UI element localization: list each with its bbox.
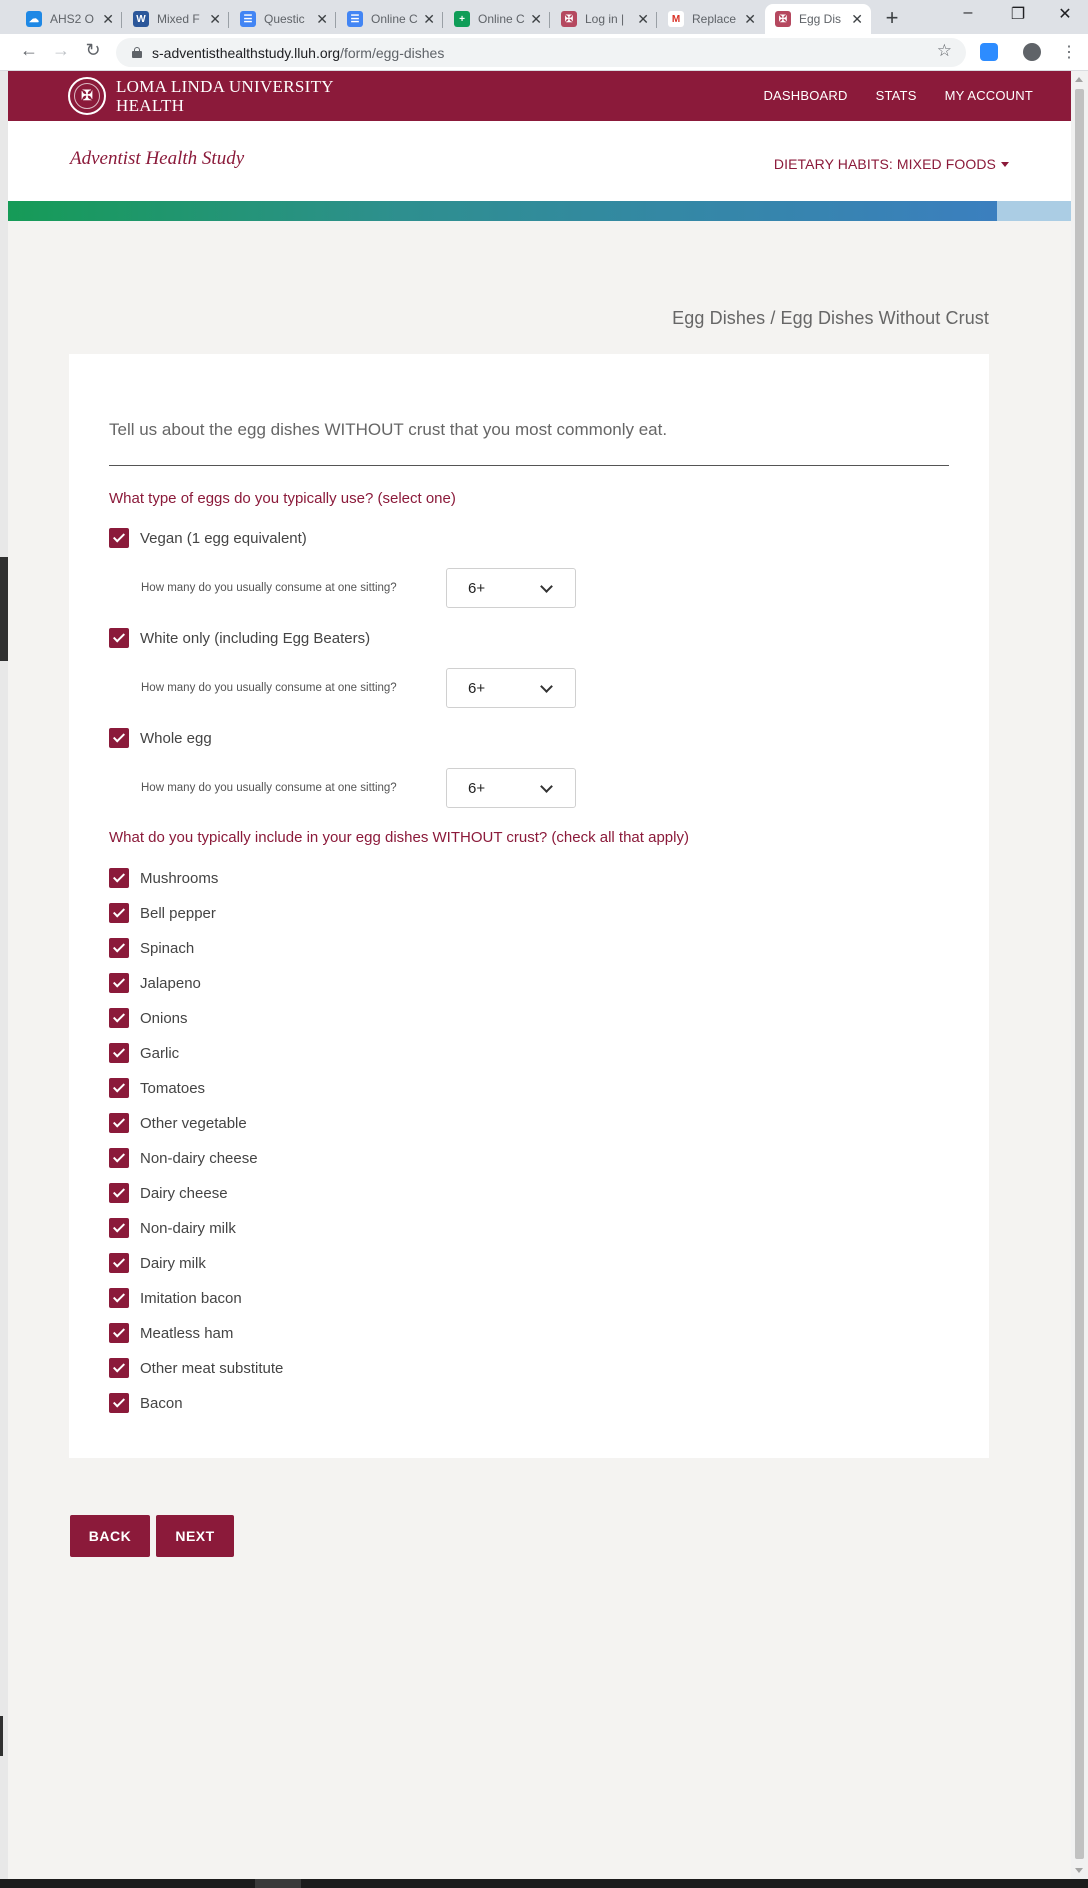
divider: [109, 465, 949, 466]
checkbox-checked-icon[interactable]: [109, 938, 129, 958]
ingredient-option[interactable]: [109, 1393, 183, 1413]
qty-row-white-only: [141, 668, 576, 708]
ingredient-option[interactable]: [109, 1113, 247, 1133]
progress-bar-remaining: [997, 201, 1071, 221]
checkbox-checked-icon[interactable]: [109, 528, 129, 548]
new-tab-button[interactable]: +: [885, 5, 899, 30]
qty-value: 6+: [468, 579, 486, 597]
ingredient-option[interactable]: [109, 1008, 188, 1028]
ingredient-option[interactable]: [109, 1148, 258, 1168]
llu-seal-icon: ✠: [68, 77, 106, 115]
url-path: /form/egg-dishes: [340, 44, 445, 61]
os-taskbar: [0, 1879, 1088, 1888]
browser-tab[interactable]: [551, 4, 657, 34]
llu-logo[interactable]: [68, 77, 356, 115]
bookmark-star-icon[interactable]: ☆: [936, 41, 952, 60]
tab-label: Egg Dis: [799, 12, 842, 26]
close-window-icon[interactable]: ✕: [1058, 6, 1072, 23]
checkbox-label: Garlic: [140, 1044, 180, 1062]
checkbox-label: Whole egg: [140, 729, 212, 747]
checkbox-checked-icon[interactable]: [109, 1253, 129, 1273]
checkbox-checked-icon[interactable]: [109, 1323, 129, 1343]
scrollbar-thumb[interactable]: [1075, 89, 1084, 1859]
reload-icon[interactable]: ↻: [85, 40, 101, 60]
page-scrollbar[interactable]: [1071, 71, 1088, 1879]
checkbox-checked-icon[interactable]: [109, 1008, 129, 1028]
ingredient-option[interactable]: [109, 938, 194, 958]
checkbox-checked-icon[interactable]: [109, 1148, 129, 1168]
browser-tab[interactable]: [765, 4, 871, 34]
qty-label: How many do you usually consume at one sitting?: [141, 682, 397, 694]
tab-close-icon[interactable]: ✕: [637, 10, 649, 27]
checkbox-label: Jalapeno: [140, 974, 201, 992]
ingredient-option[interactable]: [109, 1288, 242, 1308]
checkbox-label: Dairy milk: [140, 1254, 206, 1272]
checkbox-label: Mushrooms: [140, 869, 219, 887]
address-bar[interactable]: [116, 38, 966, 67]
question-egg-type: What type of eggs do you typically use? (select one): [109, 490, 456, 507]
qty-select-white-only[interactable]: [446, 668, 576, 708]
ingredient-option[interactable]: [109, 1078, 205, 1098]
browser-tab-bar: [0, 0, 1088, 34]
checkbox-label: Onions: [140, 1009, 188, 1027]
qty-label: How many do you usually consume at one sitting?: [141, 782, 397, 794]
onedrive-icon: ☁: [26, 11, 42, 27]
breadcrumb: Egg Dishes / Egg Dishes Without Crust: [672, 308, 989, 328]
checkbox-label: Non-dairy milk: [140, 1219, 236, 1237]
checkbox-checked-icon[interactable]: [109, 728, 129, 748]
section-dropdown[interactable]: [774, 156, 1009, 172]
url-host: s-adventisthealthstudy.lluh.org: [152, 44, 341, 61]
llu-icon: ✠: [561, 11, 577, 27]
ingredient-option[interactable]: [109, 1218, 236, 1238]
checkbox-checked-icon[interactable]: [109, 1078, 129, 1098]
ingredient-option[interactable]: [109, 1183, 228, 1203]
checkbox-label: Meatless ham: [140, 1324, 234, 1342]
tab-close-icon[interactable]: ✕: [744, 10, 756, 27]
form-card: [69, 354, 989, 1458]
tab-close-icon[interactable]: ✕: [851, 10, 863, 27]
back-button[interactable]: BACK: [70, 1515, 150, 1557]
top-navigation: [8, 71, 1071, 121]
llu-icon: ✠: [775, 11, 791, 27]
chevron-down-icon: [540, 580, 553, 593]
checkbox-label: Other meat substitute: [140, 1359, 284, 1377]
checkbox-checked-icon[interactable]: [109, 973, 129, 993]
ingredient-option[interactable]: [109, 903, 216, 923]
qty-value: 6+: [468, 679, 486, 697]
sub-header: [8, 121, 1071, 201]
profile-avatar-icon[interactable]: [1023, 43, 1041, 61]
ingredient-option[interactable]: [109, 1358, 283, 1378]
egg-type-whole-egg[interactable]: [109, 728, 212, 748]
tab-label: Replace: [692, 12, 737, 26]
browser-tab[interactable]: [658, 4, 764, 34]
checkbox-label: Spinach: [140, 939, 195, 957]
checkbox-label: Bell pepper: [140, 904, 216, 922]
qty-value: 6+: [468, 779, 486, 797]
nav-stats[interactable]: STATS: [875, 88, 917, 103]
back-arrow-icon[interactable]: ←: [20, 40, 38, 60]
checkbox-checked-icon[interactable]: [109, 1393, 129, 1413]
tab-close-icon[interactable]: ✕: [209, 10, 221, 27]
chevron-down-icon: [540, 780, 553, 793]
tab-close-icon[interactable]: ✕: [102, 10, 114, 27]
browser-tab[interactable]: [123, 4, 229, 34]
checkbox-checked-icon[interactable]: [109, 1218, 129, 1238]
word-icon: W: [133, 11, 149, 27]
chevron-down-icon: [540, 680, 553, 693]
desktop-edge: [0, 71, 8, 1879]
ingredient-option[interactable]: [109, 1043, 179, 1063]
browser-tab[interactable]: [230, 4, 336, 34]
docs-icon: ☰: [240, 11, 256, 27]
checkbox-label: Non-dairy cheese: [140, 1149, 258, 1167]
nav-links: [763, 88, 1033, 103]
checkbox-checked-icon[interactable]: [109, 903, 129, 923]
tab-close-icon[interactable]: ✕: [316, 10, 328, 27]
tab-label: Online C: [478, 12, 525, 26]
qty-row-vegan: [141, 568, 576, 608]
progress-bar: [8, 201, 997, 221]
page-viewport: [8, 71, 1071, 1879]
next-button[interactable]: NEXT: [156, 1515, 234, 1557]
tab-label: Online C: [371, 12, 418, 26]
study-title[interactable]: Adventist Health Study: [70, 148, 245, 169]
ingredient-option[interactable]: [109, 868, 218, 888]
checkbox-label: Vegan (1 egg equivalent): [140, 529, 307, 547]
tab-label: Mixed F: [157, 12, 200, 26]
restore-icon[interactable]: ❐: [1010, 6, 1026, 23]
checkbox-label: Bacon: [140, 1394, 183, 1412]
scroll-up-icon[interactable]: [1075, 77, 1083, 82]
tab-close-icon[interactable]: ✕: [423, 10, 435, 27]
qty-select-vegan[interactable]: [446, 568, 576, 608]
checkbox-checked-icon[interactable]: [109, 1288, 129, 1308]
checkbox-checked-icon[interactable]: [109, 1113, 129, 1133]
browser-tab[interactable]: [337, 4, 443, 34]
gmail-icon: M: [668, 11, 684, 27]
tab-label: Log in |: [585, 12, 625, 26]
checkbox-label: Imitation bacon: [140, 1289, 242, 1307]
browser-toolbar: [0, 34, 1088, 71]
lock-icon: [132, 47, 142, 58]
question-ingredients: What do you typically include in your egg dishes WITHOUT crust? (check all that apply): [109, 829, 689, 846]
ingredient-option[interactable]: [109, 973, 201, 993]
docs-icon: ☰: [347, 11, 363, 27]
form-intro: Tell us about the egg dishes WITHOUT crust that you most commonly eat.: [109, 420, 668, 439]
ingredient-option[interactable]: [109, 1323, 233, 1343]
ingredient-option[interactable]: [109, 1253, 206, 1273]
browser-menu-icon[interactable]: ⋮: [1061, 44, 1077, 61]
qty-select-whole-egg[interactable]: [446, 768, 576, 808]
scroll-down-icon[interactable]: [1075, 1868, 1083, 1873]
tab-label: Questic: [264, 12, 305, 26]
logo-text: LOMA LINDA UNIVERSITY HEALTH: [116, 77, 334, 115]
checkbox-checked-icon[interactable]: [109, 1358, 129, 1378]
tab-label: AHS2 O: [50, 12, 95, 26]
nav-dashboard[interactable]: DASHBOARD: [763, 88, 848, 103]
qty-label: How many do you usually consume at one sitting?: [141, 582, 397, 594]
browser-tab[interactable]: [16, 4, 122, 34]
checkbox-label: Dairy cheese: [140, 1184, 228, 1202]
qty-row-whole-egg: [141, 768, 576, 808]
checkbox-checked-icon[interactable]: [109, 868, 129, 888]
egg-type-white-only[interactable]: [109, 628, 370, 648]
tab-close-icon[interactable]: ✕: [530, 10, 542, 27]
section-dropdown-label: DIETARY HABITS: MIXED FOODS: [773, 156, 996, 172]
checkbox-label: White only (including Egg Beaters): [140, 629, 371, 647]
egg-type-vegan[interactable]: [109, 528, 307, 548]
checkbox-label: Other vegetable: [140, 1114, 247, 1132]
sheets-icon: +: [454, 11, 470, 27]
zoom-extension-icon[interactable]: [980, 43, 998, 61]
minimize-icon[interactable]: –: [963, 4, 973, 21]
checkbox-checked-icon[interactable]: [109, 1183, 129, 1203]
browser-tab[interactable]: [444, 4, 550, 34]
checkbox-checked-icon[interactable]: [109, 1043, 129, 1063]
nav-my-account[interactable]: MY ACCOUNT: [944, 88, 1033, 103]
checkbox-label: Tomatoes: [140, 1079, 206, 1097]
caret-down-icon: [1001, 162, 1009, 167]
checkbox-checked-icon[interactable]: [109, 628, 129, 648]
forward-arrow-icon[interactable]: →: [52, 40, 70, 60]
